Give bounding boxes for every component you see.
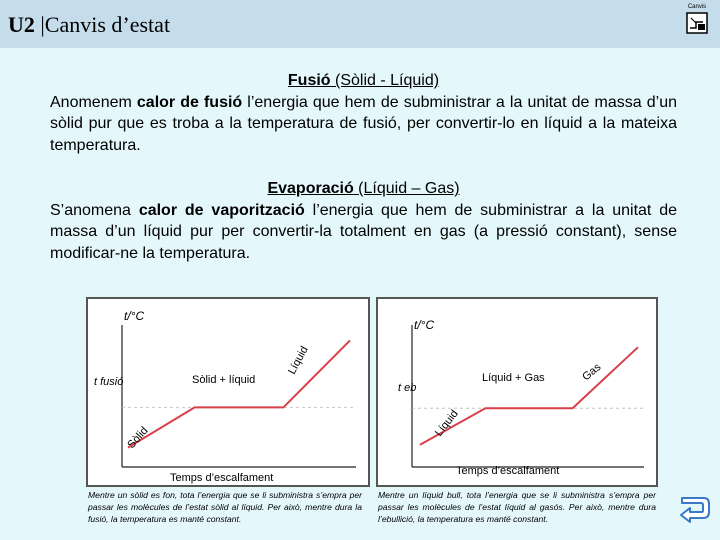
fusion-text: Anomenem calor de fusió l’energia que hem de subministrar a la unitat de massa d’un sòlid pur que es troba a la temperatura de fusió, per convertir-lo en líquid a la mateixa temperatura.: [50, 93, 677, 154]
evaporation-title: Evaporació (Líquid – Gas): [267, 180, 460, 197]
fusion-section: [50, 70, 677, 156]
return-arrow-icon[interactable]: [678, 494, 712, 524]
fusion-chart: [88, 299, 368, 485]
page-title: [8, 12, 170, 38]
segment-label: Líquid + Gas: [482, 372, 545, 384]
unit-label: U2: [8, 12, 35, 37]
segment-label: Sòlid + líquid: [192, 374, 256, 386]
segment-label: Gas: [580, 361, 604, 384]
segment-label: Líquid: [432, 407, 461, 439]
x-axis-label: Temps d’escalfament: [456, 465, 560, 477]
reference-label: t fusió: [94, 376, 124, 388]
heating-curve: [420, 347, 638, 445]
fusion-caption: Mentre un sòlid es fon, tota l’energia que se li subministra s’empra per passar les molècules de l’estat sòlid al líquid. Per això, mentre dura la fusió, la temperatura es manté constant.: [88, 490, 362, 524]
title-text: Canvis d’estat: [44, 12, 171, 37]
x-axis-label: Temps d’escalfament: [170, 472, 274, 484]
fusion-chart-panel: [86, 297, 370, 487]
evaporation-chart-panel: [376, 297, 658, 487]
logo-label: Canvis: [687, 4, 707, 10]
fusion-term: calor de fusió: [136, 93, 243, 111]
evaporation-section: [50, 178, 677, 264]
y-axis-label: t/°C: [414, 318, 435, 332]
evaporation-caption: Mentre un líquid bull, tota l’energia que se li subministra s’empra per passar les molècules de l’estat líquid al gasós. Per això, mentre dura l’ebullició, la temperatura es manté constant.: [378, 490, 656, 524]
evaporation-chart: [378, 299, 656, 485]
evaporation-term: calor de vaporització: [138, 201, 305, 219]
segment-label: Líquid: [286, 344, 311, 377]
reference-label: t eb: [398, 382, 417, 394]
fusion-title: Fusió (Sòlid - Líquid): [287, 72, 440, 89]
title-bar: [0, 0, 720, 48]
heating-curve: [128, 340, 350, 447]
segment-label: Sòlid: [125, 424, 151, 452]
app-logo[interactable]: [684, 4, 710, 36]
evaporation-text: S’anomena calor de vaporització l’energia que hem de subministrar a la unitat de massa d’un líquid pur per convertir-la totalment en gas (a pressió constant), sense modificar-ne la temperatura.: [50, 201, 678, 262]
y-axis-label: t/°C: [124, 309, 145, 323]
title-separator: |: [34, 12, 45, 37]
